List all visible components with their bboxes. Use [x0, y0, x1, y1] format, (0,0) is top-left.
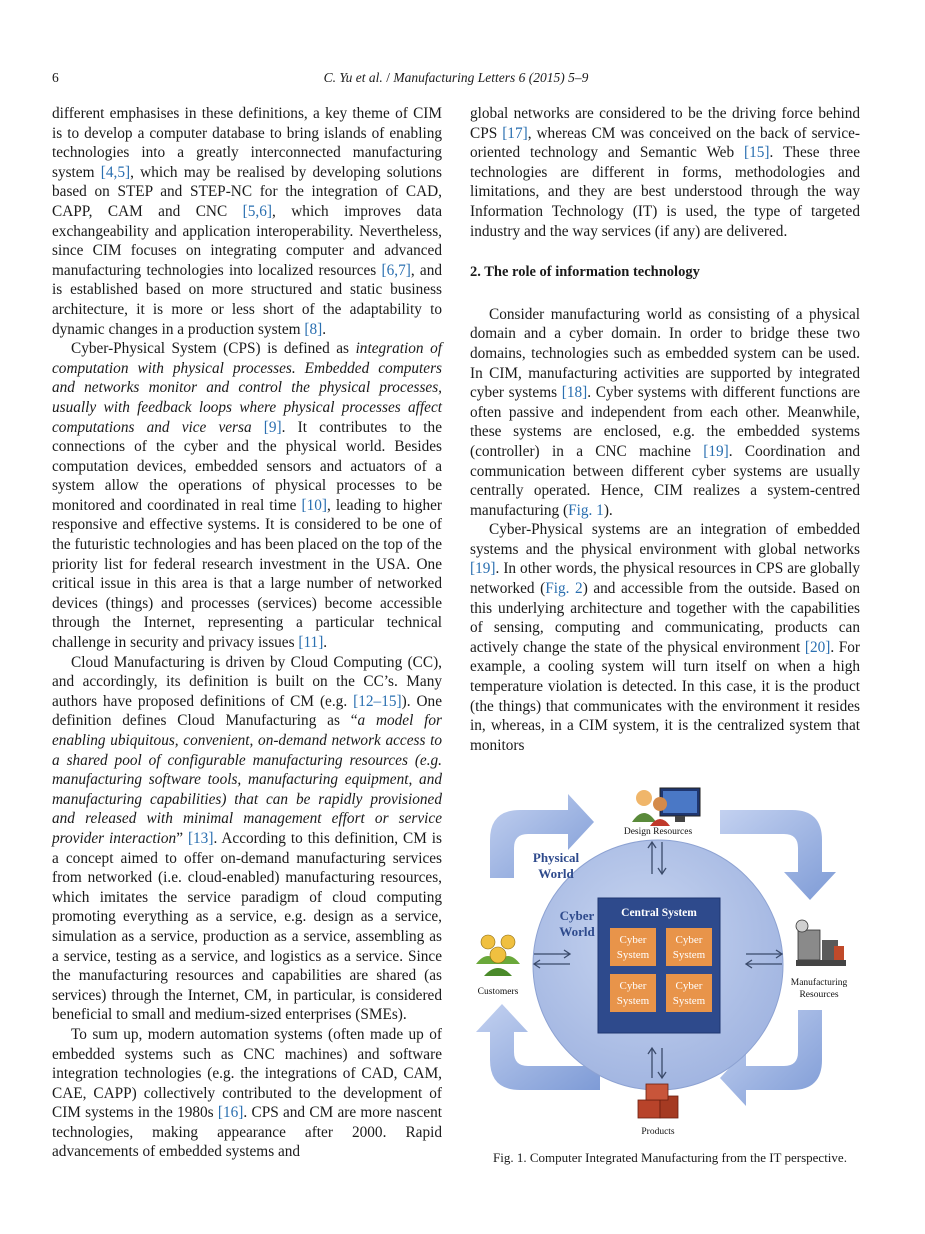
customers-icon [476, 935, 520, 976]
citation-link[interactable]: [19] [703, 442, 729, 460]
citation-link[interactable]: [11] [298, 634, 324, 652]
citation-link[interactable]: [15] [744, 144, 770, 162]
paragraph: Cyber-Physical systems are an integration of embedded systems and the physical environment with global networks [19]. In other words, the physical resources in CPS are globally networked (Fig. 2) and accessible from the outside. Based on this underlying architecture and together with the capabilities of sensing, computing and communicating, products can actively change the state of the physical environment [20]. For example, a cooling system will turn itself on when a high temperature violation is detected. In this case, it is the product (the things) that communicates with the environment it resides in, whereas, in a CIM system, it is the centralized system that monitors [470, 521, 861, 754]
cyber-world-label: World [559, 924, 595, 939]
figure-link[interactable]: Fig. 1 [568, 501, 604, 519]
page-number: 6 [52, 70, 59, 85]
products-label: Products [641, 1127, 675, 1137]
figure-caption: Fig. 1. Computer Integrated Manufacturing from the IT perspective. [493, 1150, 847, 1165]
cyber-system-label: Cyber [619, 980, 647, 992]
paragraph: To sum up, modern automation systems (often made up of embedded systems such as CNC machines) and software integration technologies (e.g. the integrations of CAD, CAM, CAE, CAPP) collectively contributed to the development of CIM systems in the 1980s [16]. CPS and CM are more nascent technologies, making appearance after 2000. Rapid advancements of embedded systems and [52, 1025, 442, 1161]
figure-link[interactable]: Fig. 2 [545, 580, 583, 598]
running-header [52, 70, 860, 90]
cyber-system-label: System [616, 949, 650, 961]
figure-1 [470, 770, 870, 1170]
citation-link[interactable]: [18] [561, 384, 588, 402]
physical-world-label: Physical [532, 850, 580, 865]
customers-label: Customers [477, 987, 519, 997]
citation-link[interactable]: [4,5] [100, 163, 131, 181]
cyber-system-label: Cyber [675, 980, 703, 992]
cyber-system-label: System [672, 995, 706, 1007]
manufacturing-resources-label: Manufacturing [790, 978, 848, 988]
paragraph: different emphasises in these definitions, a key theme of CIM is to develop a computer database to bring islands of enabling technologies into a greatly interconnected manufacturing system [4,5], which may be realised by developing solutions based on STEP and STEP-NC for the integration of CAD, CAPP, CAM and CNC [5,6], which improves data exchangeability and application interoperability. Nevertheless, since CIM focuses on integrating computer and advanced manufacturing technologies into localized resources [6,7], and is established based on more structured and static business architecture, it is more or less short of the adaptability to dynamic changes in a production system [8]. [52, 105, 442, 338]
paragraph: Cloud Manufacturing is driven by Cloud Computing (CC), and accordingly, its definition is built on the CC’s. Many authors have proposed definitions of CM (e.g. [12–15]). One definition defines Cloud Manufacturing as “a model for enabling ubiquitous, convenient, on-demand network access to a shared pool of configurable manufacturing resources (e.g. manufacturing software tools, manufacturing equipment, and manufacturing capabilities) that can be rapidly provisioned and released with minimal management effort or service provider interaction” [13]. According to this definition, CM is a concept aimed to offer on-demand manufacturing services from networked (i.e. cloud-enabled) manufacturing resources, which imitates the service paradigm of cloud computing promoting everything as a service, e.g. design as a service, simulation as a service, production as a service, assembling as a service, testing as a service, and logistics as a service. Since the manufacturing resources and capabilities are shared (as services) through the Internet, CM, in particular, is considered beneficial to small and medium-sized enterprises (SMEs). [52, 653, 442, 1024]
manufacturing-resources-icon [796, 920, 846, 966]
manufacturing-resources-label: Resources [799, 990, 839, 1000]
design-resources-icon [632, 788, 700, 826]
left-column [52, 104, 442, 1162]
citation-link[interactable]: [12–15] [353, 692, 402, 710]
running-head-authors: C. Yu et al. [323, 70, 383, 85]
citation-link[interactable]: [5,6] [242, 202, 272, 220]
running-head: C. Yu et al. / Manufacturing Letters 6 (2015) 5–9 [323, 70, 589, 85]
paragraph: Cyber-Physical System (CPS) is defined as integration of computation with physical processes. Embedded computers and networks monitor and control the physical processes, usually with feedback loops where physical processes affect computations and vice versa [9]. It contributes to the connections of the cyber and the physical world. Besides computation devices, embedded sensors and actuators of a system allow the operations of physical processes to be monitored and coordinated in real time [10], leading to higher responsive and effective systems. It is considered to be one of the futuristic technologies and has been placed on the top of the priority list for federal research investment in the USA. One critical issue in this area is that a large number of networked devices (things) and processes (services) become accessible through the Internet, representing a particular technical challenge in security and privacy issues [11]. [52, 340, 442, 652]
cyber-system-label: System [672, 949, 706, 961]
right-column [470, 104, 860, 755]
running-head-journal: Manufacturing Letters 6 (2015) 5–9 [393, 70, 589, 85]
section-heading: 2. The role of information technology [470, 264, 700, 281]
citation-link[interactable]: [17] [502, 124, 528, 142]
citation-link[interactable]: [16] [217, 1104, 244, 1122]
design-resources-label: Design Resources [623, 827, 693, 837]
cyber-system-label: Cyber [619, 934, 647, 946]
citation-link[interactable]: [9] [263, 418, 282, 436]
cim-diagram [470, 770, 870, 1148]
cyber-system-label: System [616, 995, 650, 1007]
cyber-world-label: Cyber [559, 908, 595, 923]
citation-link[interactable]: [10] [301, 496, 327, 514]
central-system-label: Central System [621, 907, 697, 919]
cyber-system-label: Cyber [675, 934, 703, 946]
citation-link[interactable]: [19] [470, 560, 496, 578]
citation-link[interactable]: [6,7] [381, 261, 411, 279]
citation-link[interactable]: [8] [304, 320, 323, 338]
citation-link[interactable]: [20] [804, 638, 831, 656]
citation-link[interactable]: [13] [187, 829, 214, 847]
paragraph: Consider manufacturing world as consisting of a physical domain and a cyber domain. In order to bridge these two domains, technologies such as embedded system can be used. In CIM, manufacturing activities are supported by integrated cyber systems [18]. Cyber systems with different functions are often passive and independent from each other. Meanwhile, these systems are enclosed, e.g. the embedded systems (controller) in a CNC machine [19]. Coordination and communication between different cyber systems are usually centrally operated. Hence, CIM realizes a system-centred manufacturing (Fig. 1). [470, 305, 860, 519]
paragraph: global networks are considered to be the driving force behind CPS [17], whereas CM was conceived on the back of service-oriented technology and Semantic Web [15]. These three technologies are different in forms, methodologies and limitations, and they are best understood through the way Information Technology (IT) is used, the type of targeted industry and the way services (if any) are delivered. [470, 105, 860, 240]
physical-world-label: World [538, 866, 574, 881]
